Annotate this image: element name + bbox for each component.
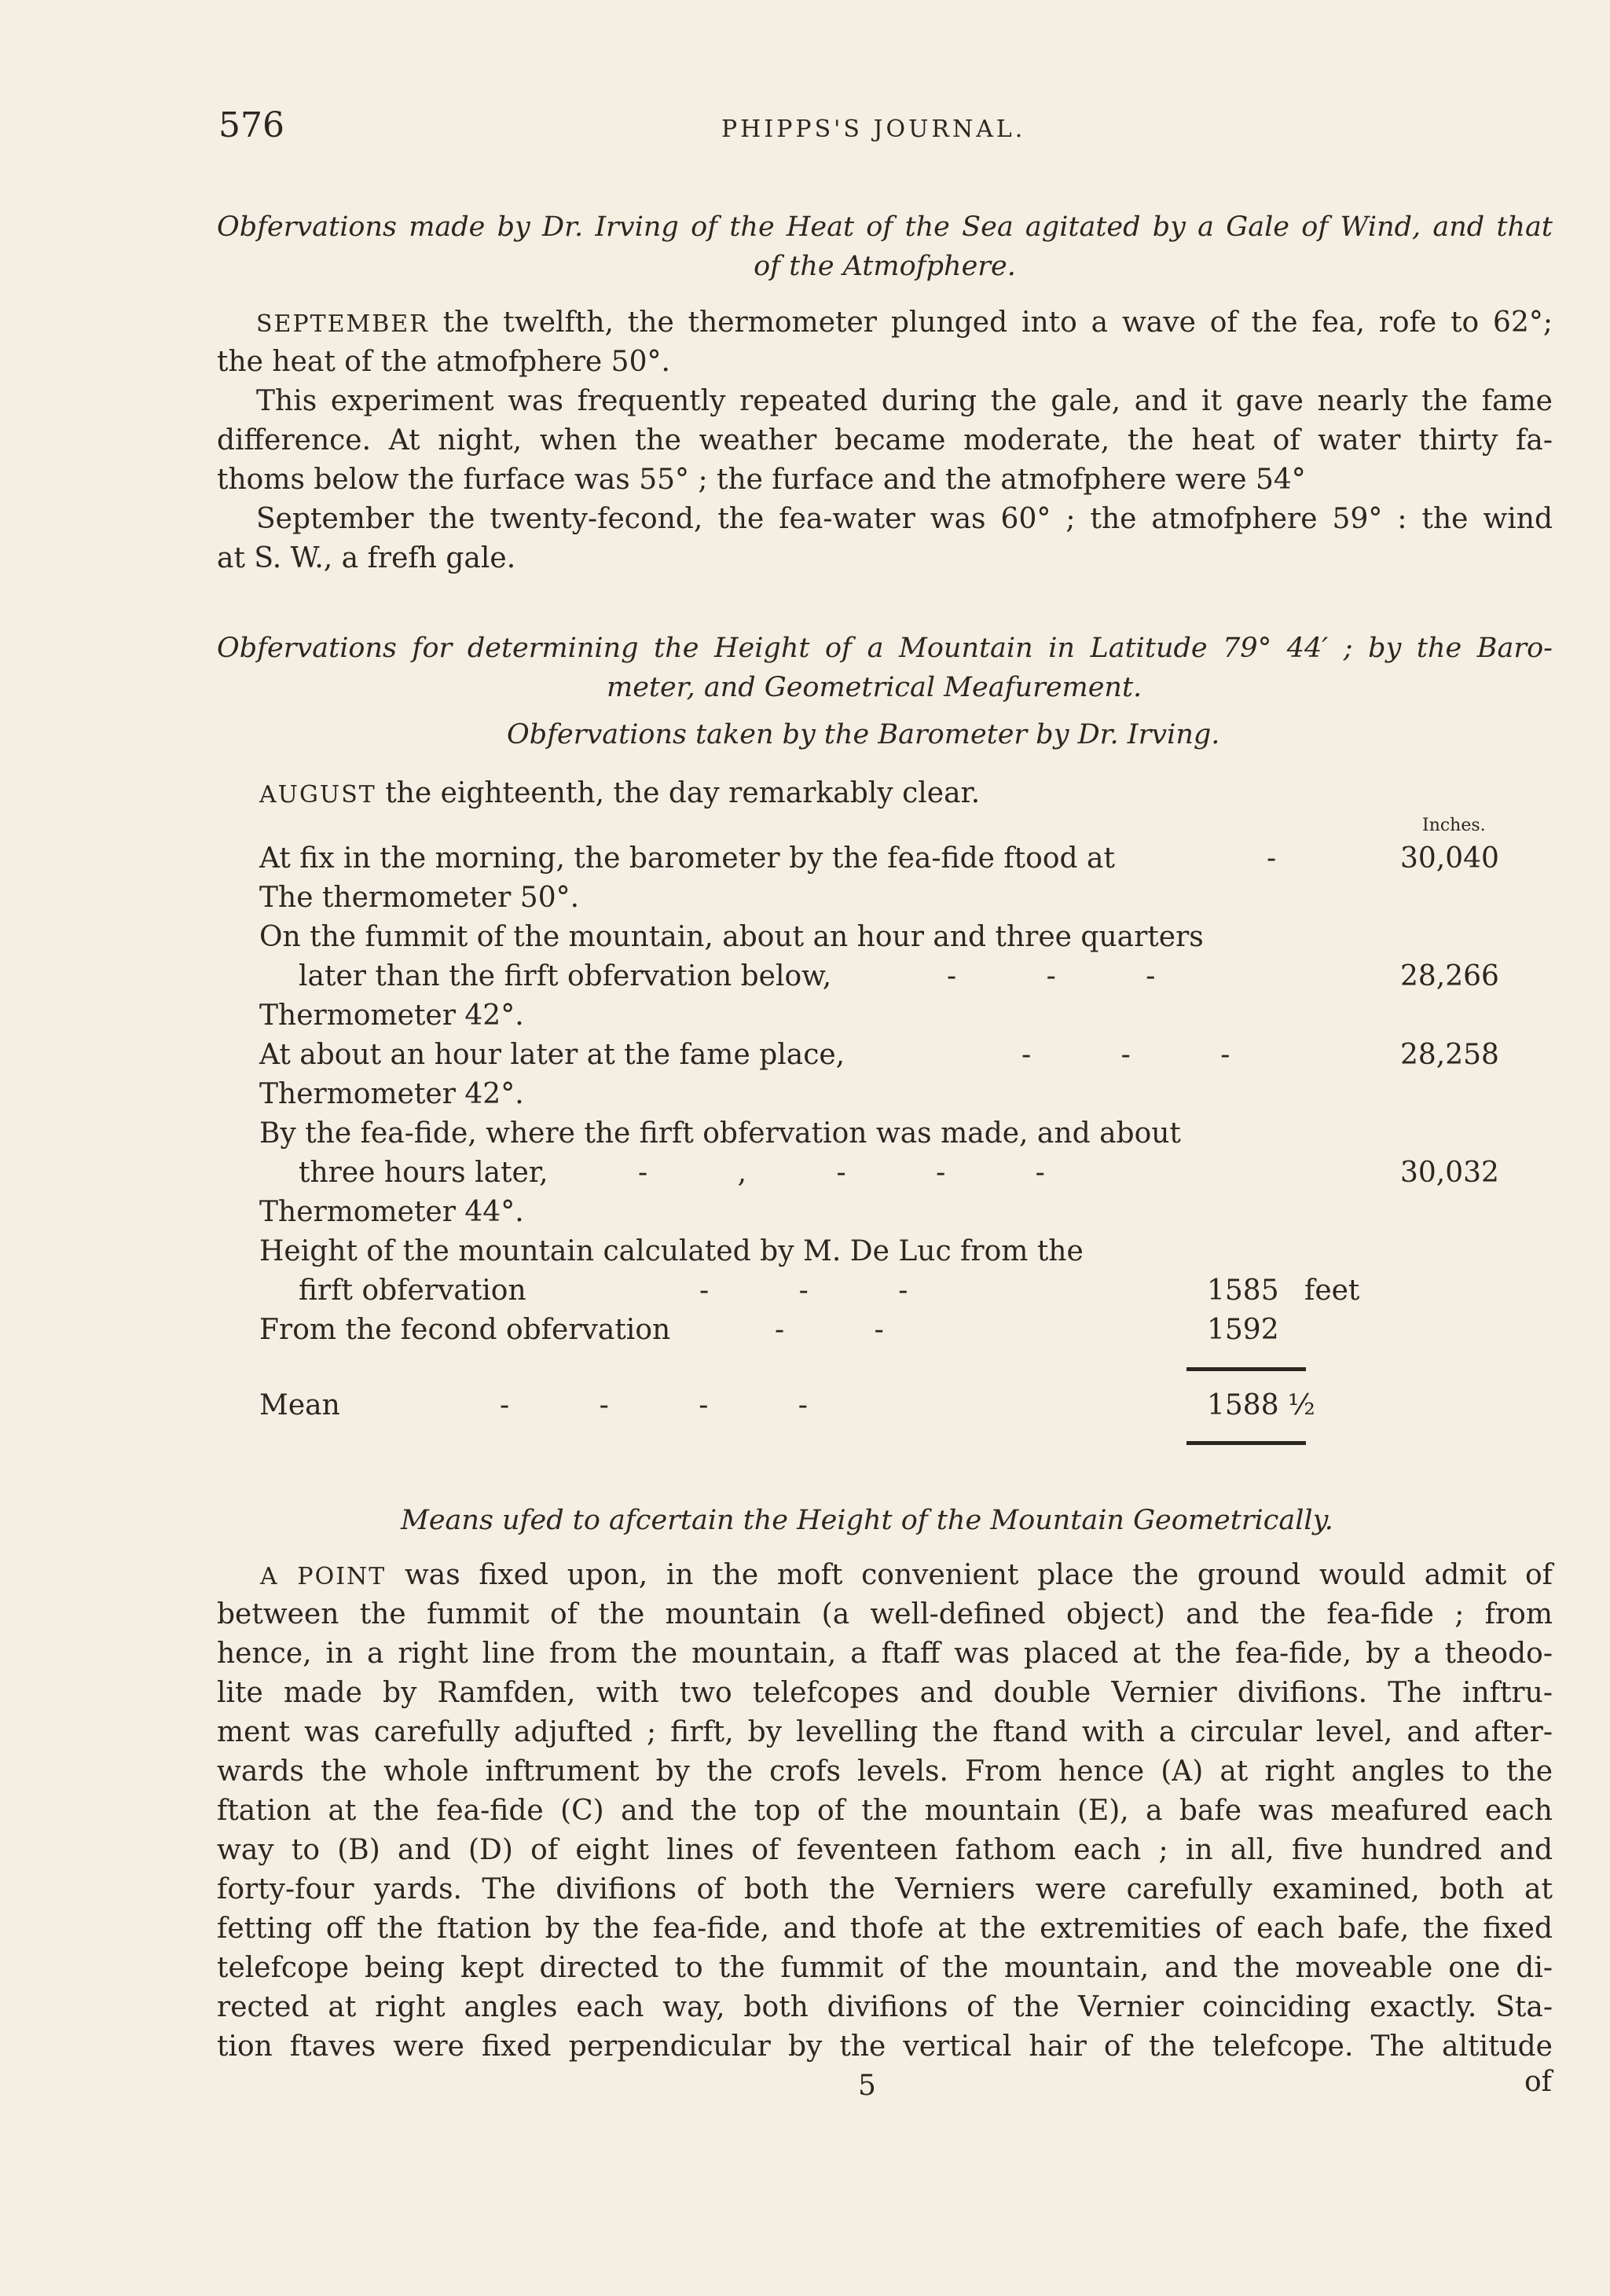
section3-line13: tion ftaves were fixed perpendicular by the vertical hair of the telefcope. The altitude	[217, 2030, 1553, 2063]
table-row: On the fummit of the mountain, about an hour and three quarters	[259, 921, 1204, 953]
page-number: 576	[218, 105, 284, 145]
row-dashes: - - -	[1021, 1039, 1230, 1071]
table-row: Thermometer 42°.	[259, 1078, 524, 1110]
row-dashes: - -	[775, 1314, 884, 1346]
catchword: of	[1524, 2066, 1552, 2098]
table-row: firft obfervation	[299, 1275, 526, 1307]
section3-line8: way to (B) and (D) of eight lines of feventeen fathom each ; in all, five hundred and	[217, 1834, 1553, 1866]
section2-intro-rest: the eighteenth, the day remarkably clear.	[376, 777, 981, 809]
table-row: By the fea-fide, where the firft obfervation was made, and about	[259, 1117, 1181, 1150]
row-value: 1592	[1207, 1314, 1279, 1346]
table-row: The thermometer 50°.	[259, 882, 580, 914]
units-header: Inches.	[1422, 816, 1486, 835]
section3-line3: hence, in a right line from the mountain, a ftaff was placed at the fea-fide, by a theodo-	[217, 1638, 1553, 1670]
section1-title-line2: of the Atmofphere.	[754, 251, 1016, 282]
row-unit: feet	[1304, 1275, 1360, 1307]
section3-line2: between the fummit of the mountain (a well-defined object) and the fea-fide ; from	[217, 1598, 1553, 1630]
section1-p1-first-word: SEPTEMBER	[256, 310, 429, 338]
table-row: At about an hour later at the fame place,	[259, 1039, 845, 1071]
sum-rule-bottom	[1186, 1441, 1306, 1445]
row-dashes: - , - - -	[638, 1157, 1045, 1189]
running-title: PHIPPS'S JOURNAL.	[721, 116, 1026, 143]
section2-intro	[259, 774, 980, 815]
row-dashes: - - -	[947, 960, 1156, 992]
section1-title-line1: Obfervations made by Dr. Irving of the Heat of the Sea agitated by a Gale of Wind, and that	[217, 211, 1553, 243]
table-row: later than the firft obfervation below,	[299, 960, 832, 992]
section1-p1-rest: the twelfth, the thermometer plunged into a wave of the fea, rofe to 62°;	[428, 306, 1553, 339]
section3-title: Means ufed to afcertain the Height of the Mountain Geometrically.	[401, 1505, 1333, 1536]
section3-line11: telefcope being kept directed to the fummit of the mountain, and the moveable one di-	[217, 1952, 1553, 1984]
section3-line1	[217, 1556, 1553, 1597]
table-row: Thermometer 44°.	[259, 1196, 524, 1228]
section3-line9: forty-four yards. The divifions of both the Verniers were carefully examined, both at	[217, 1873, 1553, 1905]
section2-title-line1: Obfervations for determining the Height of a Mountain in Latitude 79° 44′ ; by the Baro-	[217, 633, 1553, 664]
section1-p3-line1: September the twenty-fecond, the fea-water was 60° ; the atmofphere 59° : the wind	[256, 503, 1553, 535]
table-row: Mean	[259, 1389, 340, 1421]
table-row	[259, 839, 1115, 878]
section3-line4: lite made by Ramfden, with two telefcopes and double Vernier divifions. The inftru-	[217, 1677, 1553, 1709]
section3-first-words: A POINT	[260, 1563, 387, 1590]
sum-rule-top	[1186, 1367, 1306, 1371]
section2-title-line2: meter, and Geometrical Meafurement.	[607, 672, 1142, 703]
signature-mark: 5	[858, 2070, 876, 2102]
row-value: 28,258	[1400, 1039, 1499, 1071]
row-value: 30,032	[1400, 1157, 1499, 1189]
section2-intro-first-word: AUGUST	[259, 781, 376, 809]
section3-line6: wards the whole inftrument by the crofs levels. From hence (A) at right angles to the	[217, 1755, 1553, 1788]
row-dashes: - - - -	[500, 1389, 808, 1421]
section3-line1-rest: was fixed upon, in the moft convenient place the ground would admit of	[386, 1559, 1553, 1591]
section1-p3-line2: at S. W., a frefh gale.	[217, 542, 516, 574]
table-row: From the fecond obfervation	[259, 1314, 671, 1346]
row-value: 30,040	[1400, 842, 1499, 875]
section2-subtitle: Obfervations taken by the Barometer by Dr. Irving.	[507, 719, 1220, 750]
row-value: 1585	[1207, 1275, 1279, 1307]
row-value: 1588 ½	[1207, 1389, 1315, 1421]
row-value: 28,266	[1400, 960, 1499, 992]
section1-p1-line2: the heat of the atmofphere 50°.	[217, 346, 670, 378]
table-row: Height of the mountain calculated by M. De Luc from the	[259, 1235, 1084, 1267]
section1-p2-line3: thoms below the furface was 55° ; the furface and the atmofphere were 54°	[217, 464, 1306, 496]
row-dashes: -	[1267, 842, 1278, 875]
section3-line10: fetting off the ftation by the fea-fide, and thofe at the extremities of each bafe, the fixed	[217, 1913, 1553, 1945]
section3-line12: rected at right angles each way, both divifions of the Vernier coinciding exactly. Sta-	[217, 1991, 1553, 2023]
section1-p2-line1: This experiment was frequently repeated during the gale, and it gave nearly the fame	[256, 385, 1553, 417]
section1-p1-line1	[217, 303, 1553, 344]
section3-line5: ment was carefully adjufted ; firft, by levelling the ftand with a circular level, and after-	[217, 1716, 1553, 1748]
table-row: Thermometer 42°.	[259, 999, 524, 1032]
row-dashes: - - -	[699, 1275, 908, 1307]
section3-line7: ftation at the fea-fide (C) and the top of the mountain (E), a bafe was meafured each	[217, 1795, 1553, 1827]
table-row: three hours later,	[299, 1157, 548, 1189]
section1-p2-line2: difference. At night, when the weather became moderate, the heat of water thirty fa-	[217, 424, 1553, 457]
row-text: At fix in the morning, the barometer by the fea-fide ftood at	[259, 842, 1115, 875]
